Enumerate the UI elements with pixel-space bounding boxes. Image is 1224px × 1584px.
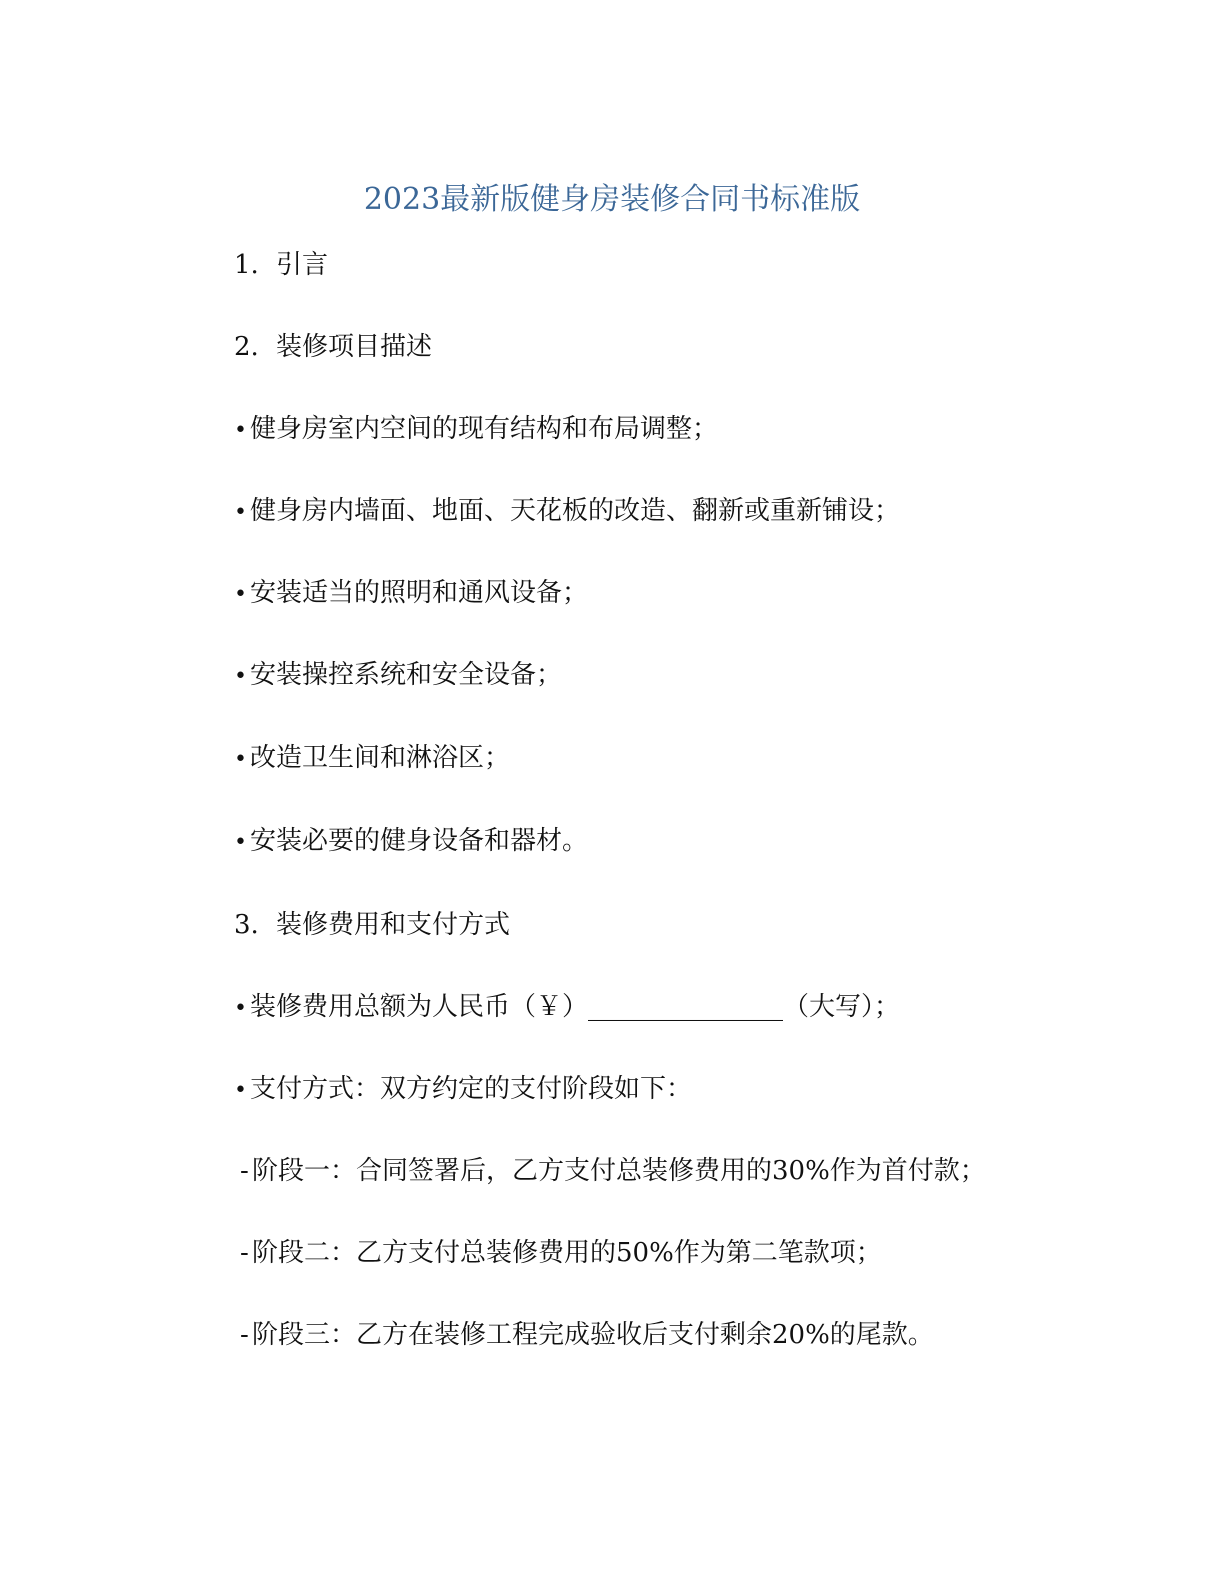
project-item: [234, 574, 588, 614]
bullet-icon: •: [234, 1078, 247, 1103]
project-item: [234, 492, 900, 532]
dash-marker: -: [240, 1238, 249, 1268]
project-item-text: 安装适当的照明和通风设备；: [250, 578, 589, 608]
project-item-text: 安装操控系统和安全设备；: [250, 660, 563, 690]
bullet-icon: •: [234, 830, 247, 855]
section-title: 装修费用和支付方式: [276, 910, 511, 940]
payment-stage: [234, 1234, 882, 1272]
section-heading-introduction: [234, 246, 328, 284]
section-number: 1.: [234, 250, 259, 280]
document-title: 2023最新版健身房装修合同书标准版: [363, 182, 861, 217]
payment-stage-text: 阶段三：乙方在装修工程完成验收后支付剩余20%的尾款。: [252, 1320, 934, 1350]
bullet-icon: •: [234, 582, 247, 607]
cost-item-text: 装修费用总额为人民币（￥）_______________（大写）；: [250, 992, 901, 1022]
project-item: [234, 656, 562, 696]
project-item-text: 健身房内墙面、地面、天花板的改造、翻新或重新铺设；: [250, 496, 901, 526]
cost-item: [234, 988, 900, 1028]
cost-item: [234, 1070, 692, 1110]
bullet-icon: •: [234, 747, 247, 772]
bullet-icon: •: [234, 418, 247, 443]
section-heading-cost-and-payment: [234, 906, 510, 944]
project-item: [234, 822, 588, 862]
payment-stage: [234, 1152, 986, 1190]
bullet-icon: •: [234, 996, 247, 1021]
project-item: [234, 739, 510, 779]
payment-stage-text: 阶段二：乙方支付总装修费用的50%作为第二笔款项；: [252, 1238, 882, 1268]
project-item-text: 安装必要的健身设备和器材。: [250, 826, 589, 856]
payment-stage: [234, 1316, 934, 1354]
bullet-icon: •: [234, 664, 247, 689]
bullet-icon: •: [234, 500, 247, 525]
cost-item-text: 支付方式：双方约定的支付阶段如下：: [250, 1074, 693, 1104]
section-heading-project-description: [234, 328, 432, 366]
section-title: 装修项目描述: [276, 332, 433, 362]
section-title: 引言: [276, 250, 329, 280]
project-item: [234, 410, 718, 450]
payment-stage-text: 阶段一：合同签署后，乙方支付总装修费用的30%作为首付款；: [252, 1156, 986, 1186]
project-item-text: 健身房室内空间的现有结构和布局调整；: [250, 414, 719, 444]
section-number: 2.: [234, 332, 259, 362]
project-item-text: 改造卫生间和淋浴区；: [250, 743, 511, 773]
dash-marker: -: [240, 1156, 249, 1186]
section-number: 3.: [234, 910, 259, 940]
dash-marker: -: [240, 1320, 249, 1350]
